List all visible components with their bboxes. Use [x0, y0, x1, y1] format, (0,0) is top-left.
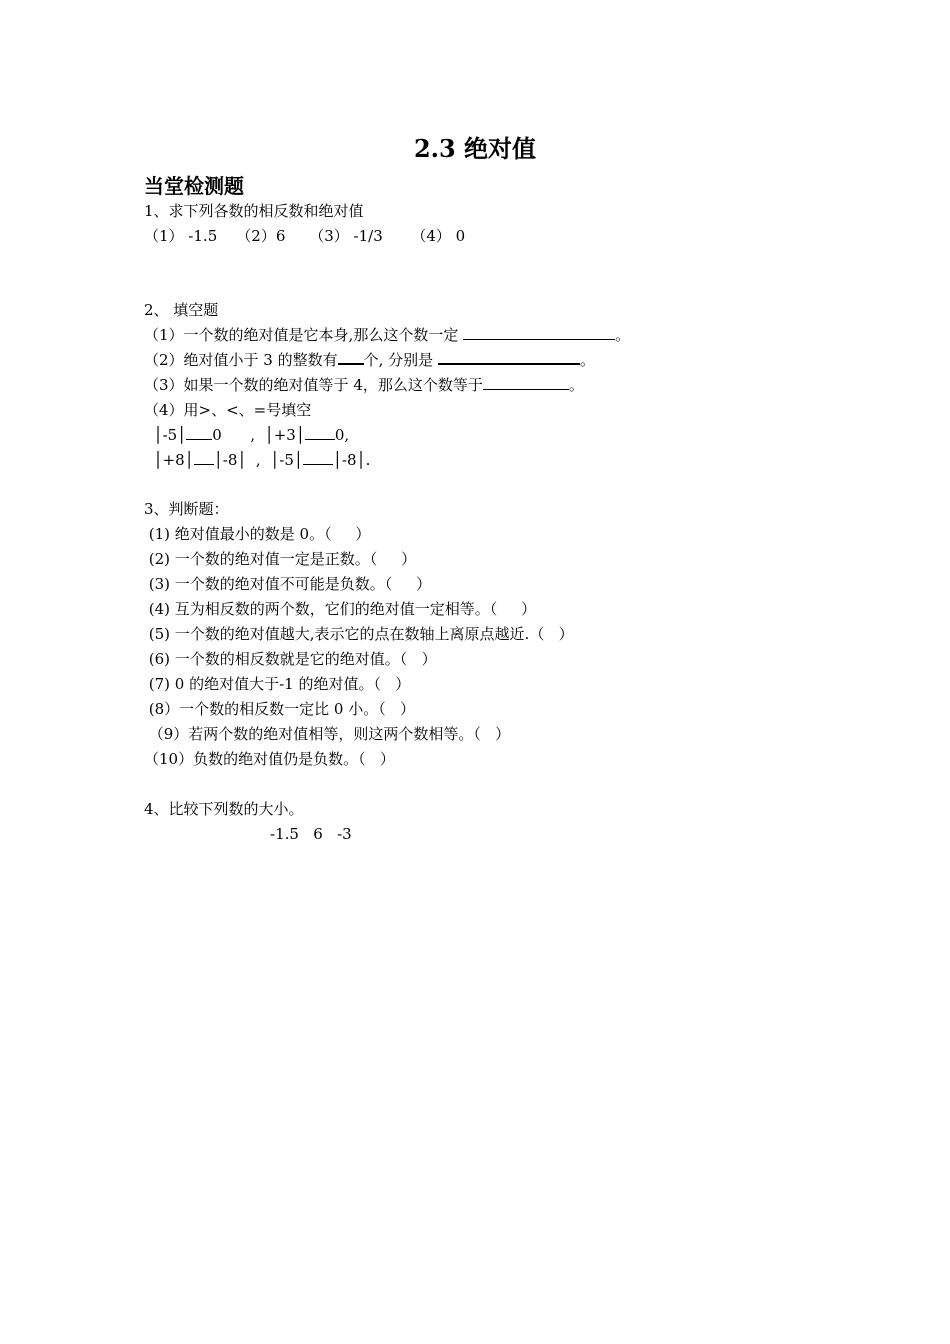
q1-items: （1） -1.5 （2）6 （3） -1/3 （4） 0 [144, 227, 466, 245]
compare-expr: │-8│. [332, 451, 371, 469]
q2-item-2-end: 。 [579, 351, 595, 369]
q2-item-1-text: （1）一个数的绝对值是它本身,那么这个数一定 [144, 326, 464, 344]
q2-item-1 [144, 323, 630, 348]
q4-numbers: -1.5 6 -3 [270, 825, 352, 843]
q2-item-2-text: （2）绝对值小于 3 的整数有 [144, 351, 338, 369]
q2-item-2 [144, 348, 595, 373]
answer-blank[interactable] [194, 450, 214, 465]
q2-item-4-row-1 [144, 423, 349, 448]
q3-item: (4) 互为相反数的两个数，它们的绝对值一定相等。（ ） [144, 600, 537, 618]
q3-item: (7) 0 的绝对值大于-1 的绝对值。（ ） [144, 675, 411, 693]
compare-expr: 0 , │+3│ [212, 426, 305, 444]
answer-blank[interactable] [303, 450, 333, 465]
answer-blank[interactable] [186, 425, 212, 440]
q2-item-4: （4）用>、<、=号填空 [144, 401, 312, 419]
q2-item-1-end: 。 [615, 326, 631, 344]
page-title: 2.3 绝对值 [413, 134, 537, 163]
section-heading: 当堂检测题 [144, 174, 244, 198]
q3-item: (1) 绝对值最小的数是 0。（ ） [144, 525, 371, 543]
q2-heading: 2、 填空题 [144, 301, 219, 319]
q4-heading: 4、比较下列数的大小。 [144, 800, 304, 818]
q3-item: (3) 一个数的绝对值不可能是负数。（ ） [144, 575, 432, 593]
q2-item-4-row-2 [144, 448, 370, 473]
q3-item: (2) 一个数的绝对值一定是正数。（ ） [144, 550, 417, 568]
q2-item-3 [144, 373, 584, 398]
compare-expr: │-8│ , │-5│ [213, 451, 303, 469]
compare-expr: 0, [334, 426, 350, 444]
q3-item: （9）若两个数的绝对值相等，则这两个数相等。（ ） [144, 725, 511, 743]
answer-blank[interactable] [338, 349, 364, 365]
compare-expr: │-5│ [144, 426, 187, 444]
q2-item-3-end: 。 [568, 376, 584, 394]
q3-item: (5) 一个数的绝对值越大,表示它的点在数轴上离原点越近.（ ） [144, 625, 574, 643]
answer-blank[interactable] [483, 375, 569, 390]
q2-item-3-text: （3）如果一个数的绝对值等于 4，那么这个数等于 [144, 376, 483, 394]
q3-item: (8）一个数的相反数一定比 0 小。（ ） [144, 700, 416, 718]
answer-blank[interactable] [463, 325, 615, 340]
q2-item-2-mid: 个, 分别是 [363, 351, 438, 369]
q3-heading: 3、判断题： [144, 500, 229, 518]
compare-expr: │+8│ [144, 451, 194, 469]
q1-heading: 1、求下列各数的相反数和绝对值 [144, 202, 364, 220]
q3-item: （10）负数的绝对值仍是负数。（ ） [144, 750, 395, 768]
answer-blank[interactable] [305, 425, 335, 440]
answer-blank[interactable] [438, 349, 580, 365]
q3-item: (6) 一个数的相反数就是它的绝对值。（ ） [144, 650, 437, 668]
